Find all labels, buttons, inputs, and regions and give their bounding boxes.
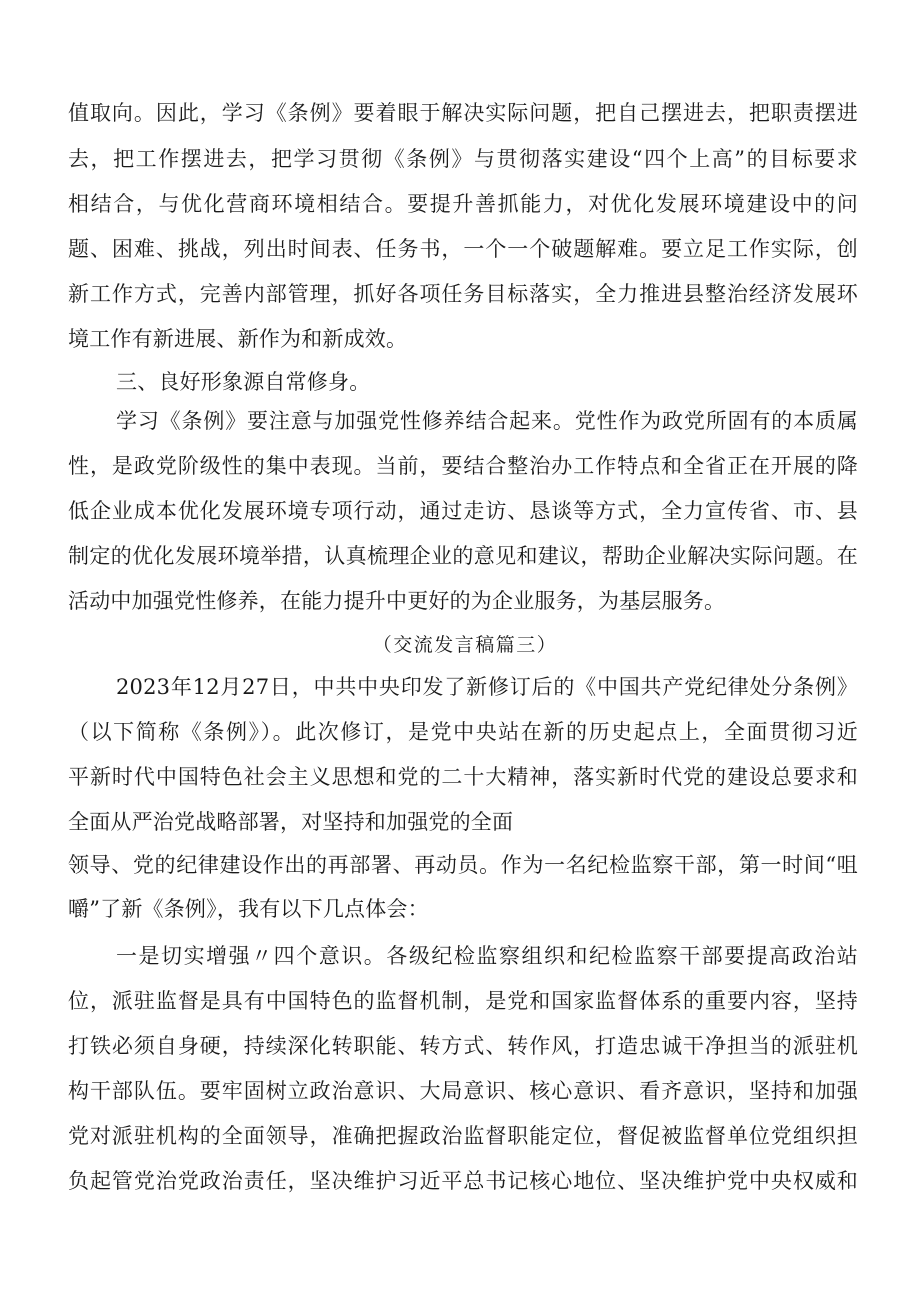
text-line-16: 平新时代中国特色社会主义思想和党的二十大精神，落实新时代党的建设总要求和 [68,765,858,789]
text-line-5: 新工作方式，完善内部管理，抓好各项任务目标落实，全力推进县整治经济发展环 [68,282,858,306]
text-line-25: 负起管党治党政治责任，坚决维护习近平总书记核心地位、坚决维护党中央权威和 [68,1169,858,1193]
text-line-22: 打铁必须自身硬，持续深化转职能、转方式、转作风，打造忠诚干净担当的派驻机 [68,1034,858,1058]
speech-subtitle: （交流发言稿篇三） [372,634,558,656]
text-line-11: 制定的优化发展环境举措，认真梳理企业的意见和建议，帮助企业解决实际问题。在 [68,544,858,568]
text-line-9: 性，是政党阶级性的集中表现。当前，要结合整治办工作特点和全省正在开展的降 [68,454,858,478]
text-line-1: 值取向。因此，学习《条例》要着眼于解决实际问题，把自己摆进去，把职责摆进 [68,101,858,125]
section-heading: 三、良好形象源自常修身。 [116,370,371,394]
text-line-8: 学习《条例》要注意与加强党性修养结合起来。党性作为政党所固有的本质属 [116,409,858,433]
text-line-4: 题、困难、挑战，列出时间表、任务书，一个一个破题解难。要立足工作实际，创 [68,237,858,261]
text-line-3: 相结合，与优化营商环境相结合。要提升善抓能力，对优化发展环境建设中的问 [68,192,858,216]
text-line-23: 构干部队伍。要牢固树立政治意识、大局意识、核心意识、看齐意识，坚持和加强 [68,1079,858,1103]
text-line-14: 2023年12月27日，中共中央印发了新修订后的《中国共产党纪律处分条例》 [116,675,858,699]
text-line-17: 全面从严治党战略部署，对坚持和加强党的全面 [68,810,514,834]
text-line-6: 境工作有新进展、新作为和新成效。 [68,327,408,351]
text-line-20: 一是切实增强〃四个意识。各级纪检监察组织和纪检监察干部要提高政治站 [116,944,858,968]
text-line-21: 位，派驻监督是具有中国特色的监督机制，是党和国家监督体系的重要内容，坚持 [68,989,858,1013]
text-line-18: 领导、党的纪律建设作出的再部署、再动员。作为一名纪检监察干部，第一时间“咀 [68,853,858,877]
text-line-15: （以下简称《条例》）。此次修订，是党中央站在新的历史起点上，全面贯彻习近 [68,720,858,744]
text-line-19: 嚼”了新《条例》，我有以下几点体会： [68,897,429,921]
text-line-24: 党对派驻机构的全面领导，准确把握政治监督职能定位，督促被监督单位党组织担 [68,1124,858,1148]
text-line-12: 活动中加强党性修养，在能力提升中更好的为企业服务，为基层服务。 [68,589,726,613]
text-line-10: 低企业成本优化发展环境专项行动，通过走访、恳谈等方式，全力宣传省、市、县 [68,499,858,523]
text-line-2: 去，把工作摆进去，把学习贯彻《条例》与贯彻落实建设“四个上高”的目标要求 [68,147,858,171]
